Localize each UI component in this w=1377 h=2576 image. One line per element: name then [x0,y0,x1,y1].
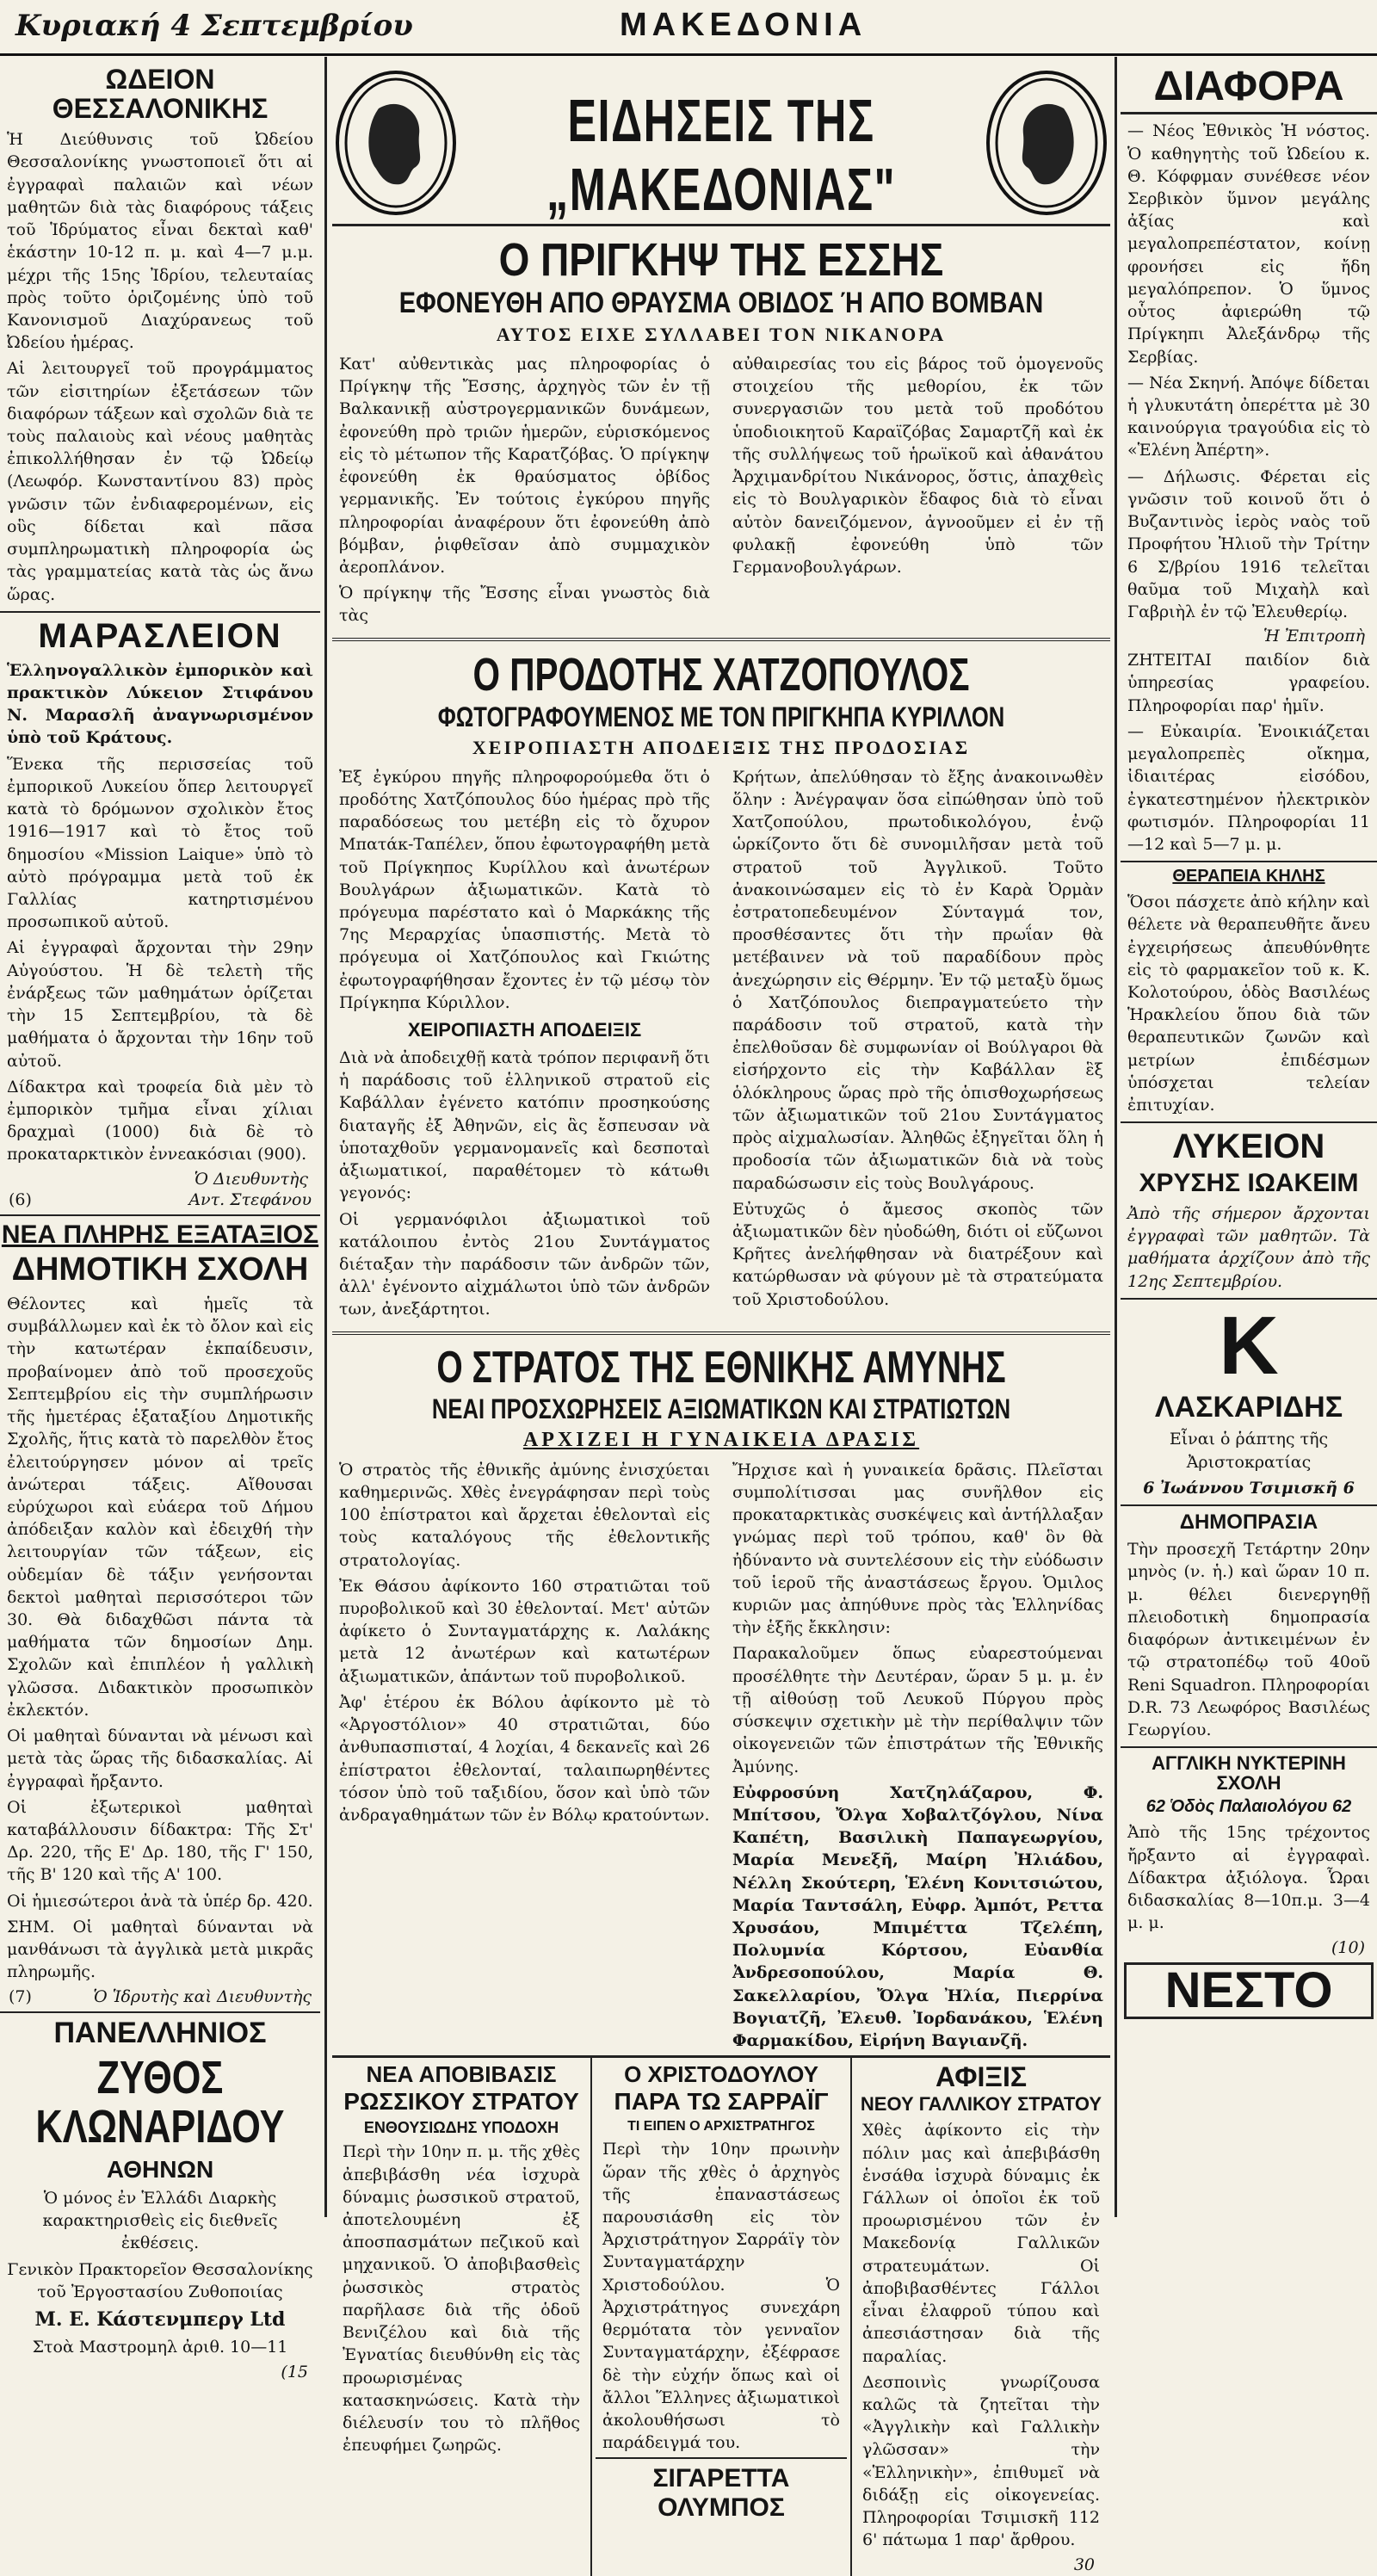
marasleion-text-1: Ἕνεκα τῆς περισσείας τοῦ ἐμπορικοῦ Λυκείου ὅπερ λειτουργεῖ κατὰ τὸ δρόμωνον σχολικὸν ἔτος 1916—1917 καὶ τὸ ἔτος τοῦ δημοσίου «Mission Laique» ὑπὸ τὸ αὐτὸ πρόγραμμα μετὰ τοῦ ἐκ Γαλλίας κατηρτισμένου προσωπικοῦ αὐτοῦ. [7,754,313,932]
paper-name: ΜΑΚΕΔΟΝΙΑ [620,7,868,43]
story3-text-3: Ἀφ' ἑτέρου ἐκ Βόλου ἀφίκοντο μὲ τὸ «Ἀργοστόλιον» 40 στρατιῶται, δύο ἀνθυπασπισταί, 4 λοχίαι, 4 δεκανεῖς καὶ 26 ἐπίστρατοι ἐθελονταί, ταλαιπωρηθέντες τόσον ὑπὸ τοῦ ταξιδίου, ὅσον καὶ ὑπὸ τῶν ἀνδραγαθημάτων τῶν ἐν Βόλῳ κρατούντων. [339,1692,710,1825]
divider [1121,1121,1377,1123]
ad-number: (15 [281,2362,308,2381]
story2-text-5: Εὐτυχῶς ὁ ἄμεσος σκοπὸς τῶν ἀξιωματικῶν δὲν ηὐοδώθη, διότι οἱ εὔζωνοι Κρῆτες ἀνελήφθησαν νὰ διατρέξουν καὶ κατώρθωσαν νὰ φύγουν μὲ τὰ στρατεύματα τοῦ Χριστοδούλου. [732,1199,1103,1309]
story2-text-2: Διὰ νὰ ἀποδειχθῇ κατὰ τρόπον περιφανῆ ὅτι ἡ παράδοσις τοῦ ἑλληνικοῦ στρατοῦ εἰς Καβάλλαν ἐγένετο κατόπιν προσηκούσης διαταγῆς ἐξ Ἀθηνῶν, εἰς ἃς ἔσπευσαν νὰ ὑποταχθοῦν γερμανομανεῖς καὶ δεσποταὶ ἀξιωματικοί, παραθέτομεν τὸ κάτωθι γεγονός: [339,1048,710,1203]
story3-text-4: Ἤρχισε καὶ ἡ γυναικεία δρᾶσις. Πλεῖσται συμπολίτισσαι μας συνῆλθον εἰς προκαταρκτικὰς συσκέψεις καὶ ἀντήλλαξαν γνώμας περὶ τοῦ τρόπου, καθ' ὃν θὰ ἠδύναντο νὰ συντελέσουν εἰς τὴν εὐόδωσιν τοῦ ἱεροῦ τῆς ἀναστάσεως ἔργου. Ὁμιλος κυριῶν μας ἀπηύθυνε πρὸς τὰς Ἑλληνίδας τὴν ἑξῆς ἔκκλησιν: [732,1460,1103,1638]
story1-text-3: αὐθαιρεσίας του εἰς βάρος τοῦ ὁμογενοῦς στοιχείου τῆς μεθορίου, ἐκ τῶν συνεργασιῶν του μετὰ τοῦ προδότου ὑποδιοικητοῦ Καραϊζόβας Σαμαρτζῆ καὶ ἐκ τῆς συλλήψεως τοῦ ἡρωϊκοῦ καὶ ἀθανάτου Ἀρχιμανδρίτου Νικάνορος, ὅστις, ἀπαχθεὶς εἰς τὸ Βουλγαρικὸν ἔδαφος διὰ τὸ εἶναι αὐτὸν δανειζόμενον, ἀγνοοῦμεν εἰ ἐν τῇ φυλακῇ ἐφονεύθη ὑπὸ τῶν Γερμανοβουλγάρων. [732,355,1103,577]
misc-title: ΔΙΑΦΟΡΑ [1121,65,1377,114]
story1-deck: ΑΥΤΟΣ ΕΙΧΕ ΣΥΛΛΑΒΕΙ ΤΟΝ ΝΙΚΑΝΟΡΑ [496,324,947,345]
lyceum-text: Ἀπὸ τῆς σήμερον ἄρχονται ἐγγραφαὶ τῶν μαθητῶν. Τὰ μαθήματα ἀρχίζουν ἀπὸ τῆς 12ης Σεπτεμβρίου. [1127,1203,1370,1291]
night-school-title: ΑΓΓΛΙΚΗ ΝΥΚΤΕΡΙΝΗ ΣΧΟΛΗ [1152,1752,1346,1795]
lyceum-title-1: ΛΥΚΕΙΟΝ [1172,1127,1325,1166]
marasleion-text-3: Δίδακτρα καὶ τροφεία διὰ μὲν τὸ ἐμπορικὸν τμῆμα εἶναι χίλιαι δραχμαὶ (1000) διὰ δὲ τὸ προκαταρκτικὸν ἐννεακόσιαι (900). [7,1077,313,1164]
section-banner [332,60,1110,226]
ad-number: (6) [9,1189,32,1209]
divider [1121,861,1377,862]
story2-headline: Ο ΠΡΟΔΟΤΗΣ ΧΑΤΖΟΠΟΥΛΟΣ [472,648,970,701]
auction-title: ΔΗΜΟΠΡΑΣΙΑ [1179,1510,1318,1535]
misc-text-2: — Νέα Σκηνή. Ἀπόψε δίδεται ἡ γλυκυτάτη ὀπερέττα μὲ 30 καινούργια τραγούδια εἰς τὸ «Ἑλένη Ἀπέρτη». [1127,373,1370,460]
beer-text-1: Ὁ μόνος ἐν Ἑλλάδι Διαρκὴς καρακτηρισθεὶς εἰς διεθνεῖς ἐκθέσεις. [42,2189,278,2253]
story3-subheadline: ΝΕΑΙ ΠΡΟΣΧΩΡΗΣΕΙΣ ΑΞΙΩΜΑΤΙΚΩΝ ΚΑΙ ΣΤΡΑΤΙΩΤΩΝ [431,1393,1011,1424]
story4-deck: ΕΝΘΟΥΣΙΩΔΗΣ ΥΠΟΔΟΧΗ [363,2119,559,2137]
story5-headline-2: ΠΑΡΑ ΤΩ ΣΑΡΡΑΪΓ [614,2088,829,2116]
odeion-title: ΩΔΕΙΟΝ ΘΕΣΣΑΛΟΝΙΚΗΣ [52,64,269,124]
column-divider [324,57,327,2217]
nestos-ad: ΝΕΣΤΟ [1124,1962,1374,2020]
story5-headline-1: Ο ΧΡΙΣΤΟΔΟΥΛΟΥ [624,2061,818,2088]
beer-address: Στοὰ Μαστρομηλ ἀριθ. 10—11 [32,2338,288,2357]
right-column [1121,60,1377,2212]
hernia-title: ΘΕΡΑΠΕΙΑ ΚΗΛΗΣ [1172,867,1325,886]
tailor-address: 6 Ἰωάννου Τσιμισκῆ 6 [1143,1478,1355,1498]
tailor-name: ΛΑΣΚΑΡΙΔΗΣ [1154,1390,1343,1424]
beer-title-3: ΑΘΗΝΩΝ [106,2155,214,2183]
hernia-text: Ὅσοι πάσχετε ἀπὸ κήλην καὶ θέλετε νὰ θεραπευθῆτε ἄνευ ἐγχειρήσεως ἀπευθύνθητε εἰς τὸ φαρμακεῖον τοῦ κ. Κ. Κολοτούρου, ὁδὸς Βασιλέως Ἡρακλείου ὅπου διὰ τῶν θεραπευτικῶν ζωνῶν καὶ μετρίων ἐπιδέσμων ὑπόσχεται τελείαν ἐπιτυχίαν. [1127,893,1370,1115]
night-school-address: 62 Ὁδὸς Παλαιολόγου 62 [1145,1797,1352,1817]
story1-subheadline: ΕΦΟΝΕΥΘΗ ΑΠΟ ΘΡΑΥΣΜΑ ΟΒΙΔΟΣ Ή ΑΠΟ ΒΟΜΒΑΝ [398,287,1044,319]
story5-deck: ΤΙ ΕΙΠΕΝ Ο ΑΡΧΙΣΤΡΑΤΗΓΟΣ [627,2119,815,2134]
bottom-stories [332,2055,1110,2575]
lyceum-title-2: ΧΡΥΣΗΣ ΙΩΑΚΕΙΜ [1139,1169,1359,1198]
story2-text-1: Ἐξ ἐγκύρου πηγῆς πληροφορούμεθα ὅτι ὁ προδότης Χατζόπουλος δύο ἡμέρας πρὸ τῆς παραδόσεως του μετέβη εἰς τὸ ὄχυρον Μπατάκ-Ταπέλεν, ὅπου ἐφωτογραφήθη μετὰ τοῦ Πρίγκηπος Κυρίλλου καὶ ἀνωτέρων Βουλγάρων ἀξιωματικῶν. Κατὰ τὸ πρόγευμα παρέστατο καὶ ὁ Μαρκάκης τῆς 7ης Μεραρχίας ὑπασπιστής. Μετὰ τὸ πρόγευμα οἱ Χατζόπουλος καὶ Γκιώτης ἐφωτογραφήθησαν ἔχοντες ἐν τῷ μέσῳ τὸν Πρίγκηπα Κύριλλον. [339,767,710,1012]
divider [332,638,1110,641]
school-title-2: ΔΗΜΟΤΙΚΗ ΣΧΟΛΗ [11,1251,309,1288]
school-title-1: ΝΕΑ ΠΛΗΡΗΣ ΕΞΑΤΑΞΙΟΣ [1,1220,319,1249]
story1-headline: Ο ΠΡΙΓΚΗΨ ΤΗΣ ΕΣΣΗΣ [498,234,944,286]
story2-subheadline: ΦΩΤΟΓΡΑΦΟΥΜΕΝΟΣ ΜΕ ΤΟΝ ΠΡΙΓΚΗΠΑ ΚΥΡΙΛΛΟΝ [437,701,1005,732]
tailor-text: Εἶναι ὁ ῥάπτης τῆς Ἀριστοκρατίας [1169,1430,1329,1472]
story1-text-1: Κατ' αὐθεντικὰς μας πληροφορίας ὁ Πρίγκηψ τῆς Ἔσσης, ἀρχηγὸς τῶν ἐν τῇ Βαλκανικῇ αὐστρογερμανικῶν δυνάμεων, ἐφονεύθη πρὸ τριῶν ἡμερῶν, εὑρισκόμενος εἰς τὸ μέτωπον τῆς Καρατζόβας. Ὁ πρίγκηψ ἐφονεύθη ἐκ θραύσματος ὀβίδος γερμανικῆς. Ἐν τούτοις ἐγκύρου πηγῆς πληροφορίαι ἀναφέρουν ὅτι ἐφονεύθη ἀπὸ βόμβαν, ῥιφθεῖσαν ἀπὸ συμμαχικὸν ἀεροπλάνον. [339,355,710,577]
misc-signature: Ἡ Ἐπιτροπὴ [1263,627,1365,646]
head-medallion-left [336,71,456,215]
story3-text-5: Παρακαλοῦμεν ὅπως εὐαρεστούμεναι προσέλθητε τὴν Δευτέραν, ὥραν 5 μ. μ. ἐν τῇ αἰθούσῃ τοῦ Λευκοῦ Πύργου πρὸς σύσκεψιν σχετικὴν μὲ τὴν περίθαλψιν τῶν οἰκογενειῶν τῶν ἐπιστράτων τῆς Ἐθνικῆς Ἀμύνης. [732,1644,1103,1776]
left-column [0,60,320,2381]
school-text-3: Οἱ ἐξωτερικοὶ μαθηταὶ καταβάλλουσιν δίδακτρα: Τῆς Στ' Δρ. 220, τῆς Ε' Δρ. 180, τῆς Γ' 150, τῆς Β' 120 καὶ τῆς Α' 100. [7,1797,313,1885]
night-school-text: Ἀπὸ τῆς 15ης τρέχοντος ἤρξαντο αἱ ἐγγραφαὶ. Δίδακτρα ἀξιόλογα. Ὧραι διδασκαλίας 8—10π.μ. 3—4 μ. μ. [1127,1823,1370,1933]
divider [0,611,320,613]
story1-text-2: Ὁ πρίγκηψ τῆς Ἔσσης εἶναι γνωστὸς διὰ τὰς [339,584,710,626]
issue-date: Κυριακή 4 Σεπτεμβρίου [15,9,413,43]
story3-headline: Ο ΣΤΡΑΤΟΣ ΤΗΣ ΕΘΝΙΚΗΣ ΑΜΥΝΗΣ [436,1342,1006,1393]
tailor-initial: Κ [1219,1299,1279,1392]
marasleion-signature-name: Αντ. Στεφάνου [188,1189,312,1209]
middle-column [332,60,1110,2574]
beer-text-2: Γενικὸν Πρακτορεῖον Θεσσαλονίκης τοῦ Ἐργοστασίου Ζυθοποιίας [7,2259,313,2301]
column-divider [1115,57,1117,2217]
marasleion-text-2: Αἱ ἐγγραφαὶ ἄρχονται τὴν 29ην Αὐγούστου. Ἡ δὲ τελετὴ τῆς ἐνάρξεως τῶν μαθημάτων ὁρίζεται τὴν 15 Σεπτεμβρίου, τὰ δὲ μαθήματα ὁ ἄρχονται τὴν 16ην τοῦ αὐτοῦ. [7,938,313,1071]
school-text-4: Οἱ ἡμιεσώτεροι ἀνὰ τὰ ὑπέρ δρ. 420. [7,1891,313,1911]
ad-number: (10) [1331,1937,1365,1957]
beer-title-2: ΖΥΘΟΣ ΚΛΩΝΑΡΙΔΟΥ [35,2052,285,2153]
marasleion-title: ΜΑΡΑΣΛΕΙΟΝ [38,616,282,655]
story6-headline-1: ΑΦΙΞΙΣ [935,2061,1028,2093]
odeion-text-2: Αἱ λειτουργεῖ τοῦ προγράμματος τῶν εἰσιτηρίων ἐξετάσεων τῶν διαφόρων τάξεων καὶ σχολῶν διὰ τε τοὺς παλαιοὺς καὶ νέους μαθητὰς ἐπικολλήθησαν ἐν τῷ Ὠδείῳ (Λεωφόρ. Κωνσταντίνου 83) πρὸς γνῶσιν τῶν ἐνδιαφερομένων, εἰς οὓς δίδεται καὶ πᾶσα συμπληρωματικὴ πληροφορία ὡς τὰς γραμματείας κατὰ τὰς ὡς ἄνω ὥρας. [7,359,313,604]
story2-text-3: Οἱ γερμανόφιλοι ἀξιωματικοὶ τοῦ κατάλοιπου ἐντὸς 21ου Συντάγματος διέταξαν τὴν παράδοσιν τῶν ἀνδρῶν τῶν, ἀλλ' ἐγένοντο αἰχμάλωτοι ὑπὸ τῶν ἀνδρῶν των, ἀνεξάρτητοι. [339,1209,710,1319]
school-text-5: ΣΗΜ. Οἱ μαθηταὶ δύνανται νὰ μανθάνωσι τὰ ἀγγλικὰ μετὰ μικρᾶς πληρωμῆς. [7,1917,313,1982]
story5-text: Περὶ τὴν 10ην πρωινὴν ὥραν τῆς χθὲς ὁ ἀρχηγὸς τῆς ἐπαναστάσεως παρουσιάσθη εἰς τὸν Ἀρχιστράτηγον Σαρράϊγ τὸν Συνταγματάρχην Χριστοδούλου. Ὁ Ἀρχιστράτηγος συνεχάρη θερμότατα τὸν γενναῖον Συνταγματάρχην, ἐξέφρασε δὲ τὴν εὐχήν ὅπως καὶ οἱ ἄλλοι Ἕλληνες ἀξιωματικοὶ ἀκολουθήσωσι τὸ παράδειγμά του. [602,2140,840,2453]
classified-text: Δεσποινὶς γνωρίζουσα καλῶς τὰ ζητεῖται τὴν «Ἀγγλικὴν καὶ Γαλλικὴν γλῶσσαν» τὴν «Ἑλληνικὴν», ἐπιθυμεῖ νὰ διδάξῃ εἰς οἰκογενείας. Πληροφορίαι Τσιμισκῆ 112 6' πάτωμα 1 παρ' ἄρθρου. [862,2372,1100,2550]
school-text-2: Οἱ μαθηταὶ δύνανται νὰ μένωσι καὶ μετὰ τὰς ὥρας τῆς διδασκαλίας. Αἱ ἐγγραφαὶ ἤρξαντο. [7,1727,313,1791]
head-medallion-right [986,71,1107,215]
cigarette-ad: ΣΙΓΑΡΕΤΤΑ ΟΛΥΜΠΟΣ [596,2457,847,2523]
story6-headline-2: ΝΕΟΥ ΓΑΛΛΙΚΟΥ ΣΤΡΑΤΟΥ [860,2093,1102,2116]
masthead [0,0,1377,56]
story3-deck: ΑΡΧΙΖΕΙ Η ΓΥΝΑΙΚΕΙΑ ΔΡΑΣΙΣ [522,1428,920,1451]
story4 [332,2058,590,2575]
beer-title-1: ΠΑΝΕΛΛΗΝΙΟΣ [53,2016,267,2049]
divider [0,1214,320,1216]
misc-text-4: ΖΗΤΕΙΤΑΙ παιδίον διὰ ὑπηρεσίας γραφείου. Πληροφορίαι παρ' ἡμῖν. [1127,651,1370,715]
story4-text: Περὶ τὴν 10ην π. μ. τῆς χθὲς ἀπεβιβάσθη νέα ἰσχυρὰ δύναμις ῥωσσικοῦ στρατοῦ, ἀποτελουμένη ἐξ ἀποσπασμάτων πεζικοῦ καὶ μηχανικοῦ. Ὁ ἀποβιβασθεὶς ῥωσσικὸς στρατὸς παρῆλασε διὰ τῆς ὁδοῦ Βενιζέλου καὶ διὰ τῆς Ἐγνατίας διευθύνθη εἰς τὰς προωρισμένας κατασκηνώσεις. Κατὰ τὴν διέλευσίν του τὸ πλῆθος ἐπευφήμει ζωηρῶς. [343,2142,580,2456]
story3-signatories: Εὐφροσύνη Χατζηλάζαρου, Φ. Μπίτσου, Ὄλγα Χοβαλτζόγλου, Νίνα Καπέτη, Βασιλικὴ Παπαγεωργίου, Μαρία Μενεξῆ, Μαίρη Ἠλιάδου, Νέλλη Σκούτερη, Ἑλένη Κονιτσιώτου, Μαρία Ταντσάλη, Εὐφρ. Ἀμπότ, Ρεττα Χρυσάου, Μπιμέττα Τζελέπη, Πολυμνία Κόρτσου, Εὐανθία Ἀνδρεσοπούλου, Μαρία Θ. Σακελλαρίου, Ὄλγα Ἠλία, Πιερρίνα Βογιατζῆ, Ἐλευθ. Ἰορδανάκου, Ἑλένη Φαρμακίδου, Εἰρήνη Βαγιανζῆ. [732,1782,1103,2051]
story3-text-2: Ἐκ Θάσου ἀφίκοντο 160 στρατιῶται τοῦ πυροβολικοῦ καὶ 30 ἐθελονταί. Μετ' αὐτῶν ἀφίκετο ὁ Συνταγματάρχης κ. Λαλάκης μετὰ 12 ἀνωτέρων καὶ κατωτέρων ἀξιωματικῶν, ἁπάντων τοῦ πυροβολικοῦ. [339,1576,710,1686]
misc-text-5: — Εὐκαιρία. Ἐνοικιάζεται μεγαλοπρεπὲς οἴκημα, ἰδιαιτέρας εἰσόδου, ἐγκατεστημένον ἠλεκτρικὸν φωτισμόν. Πληροφορίαι 11—12 καὶ 5—7 μ. μ. [1127,721,1370,854]
divider [0,2011,320,2013]
ad-number: 30 [1073,2554,1095,2574]
auction-text: Τὴν προσεχῆ Τετάρτην 20ην μηνὸς (ν. ἡ.) καὶ ὥραν 10 π. μ. θέλει διενεργηθῇ πλειοδοτικὴ δημοπρασία διαφόρων ἀντικειμένων ἐν τῷ στρατοπέδῳ τοῦ 40οῦ Reni Squadron. Πληροφορίαι D.R. 73 Λεωφόρος Βασιλέως Γεωργίου. [1127,1540,1370,1740]
beer-agent: Μ. Ε. Κάστενμπεργ Ltd [34,2308,286,2332]
story4-headline-2: ΡΩΣΣΙΚΟΥ ΣΤΡΑΤΟΥ [343,2088,579,2116]
odeion-text-1: Ἡ Διεύθυνσις τοῦ Ὠδείου Θεσσαλονίκης γνωστοποιεῖ ὅτι αἱ ἐγγραφαὶ παλαιῶν καὶ νέων μαθητῶν διὰ τὰς διαφόρους τάξεις τοῦ Ἱδρύματος εἶναι δεκταὶ καθ' ἑκάστην 10-12 π. μ. καὶ 4—7 μ.μ. μέχρι τῆς 15ης Ἰδρίου, τελευταίας πρὸς τοῦτο ὁριζομένης ὑπὸ τοῦ Κανονισμοῦ Διαχύρανεως τοῦ Ὠδείου ἡμέρας. [7,130,313,353]
story3-text-1: Ὁ στρατὸς τῆς ἐθνικῆς ἀμύνης ἐνισχύεται καθημερινῶς. Χθὲς ἐνεγράφησαν περὶ τοὺς 100 ἐπίστρατοι καὶ ἄρχεται ἐθελονταὶ εἰς τοὺς καταλόγους τῆς ἐθελοντικῆς στρατολογίας. [339,1460,710,1570]
divider [332,1331,1110,1335]
divider [1121,1504,1377,1506]
story2-inline-head: ΧΕΙΡΟΠΙΑΣΤΗ ΑΠΟΔΕΙΞΙΣ [407,1019,642,1041]
misc-text-1: — Νέος Ἐθνικὸς Ἡ νόστος. Ὁ καθηγητὴς τοῦ Ὠδείου κ. Θ. Κόφφμαν συνέθεσε νέον Σερβικὸν ὕμνον μεγάλης ἀξίας καὶ μεγαλοπρεπέστατον, κοίνῃ φρονήσει εἰς ἤδη μεγαλόπρεπον. Ὁ ὕμνος οὗτος ἀφιερώθη τῷ Πρίγκηπι Ἀλεξάνδρῳ τῆς Σερβίας. [1127,121,1370,367]
divider [1121,1746,1377,1748]
story5 [590,2058,850,2575]
ad-number: (7) [9,1986,32,2006]
story4-headline-1: ΝΕΑ ΑΠΟΒΙΒΑΣΙΣ [366,2061,557,2088]
marasleion-signature-role: Ὁ Διευθυντὴς [194,1169,308,1189]
story6-text: Χθὲς ἀφίκοντο εἰς τὴν πόλιν μας καὶ ἀπεβιβάσθη ἑνσάθα ἰσχυρὰ δύναμις ἐκ Γάλλων οἱ ὁποῖοι ἐκ τοῦ προωρισμένου τῶν ἐν Μακεδονίᾳ Γαλλικῶν στρατευμάτων. Οἱ ἀποβιβασθέντες Γάλλοι εἶναι ἐλαφροῦ τύπου καὶ ἀπεσιάστησαν διὰ τῆς παραλίας. [862,2121,1100,2366]
story2-deck: ΧΕΙΡΟΠΙΑΣΤΗ ΑΠΟΔΕΙΞΙΣ ΤΗΣ ΠΡΟΔΟΣΙΑΣ [472,736,971,758]
banner-title: ΕΙΔΗΣΕΙΣ ΤΗΣ „ΜΑΚΕΔΟΝΙΑΣ" [546,87,896,223]
story2-text-4: Κρήτων, ἀπελύθησαν τὸ ἔξης ἀνακοινωθὲν ὅλην : Ἀνέγραψαν ὅσα εἰπώθησαν ὑπὸ τοῦ Χατζοπούλου, πρωτοδικολόγου, ἐνῷ ὡρκίζοντο ὅτι δὲ συνομιλῆσαν μετὰ τοῦ στρατοῦ τοῦ Ἀγγλικοῦ. Τοῦτο ἀνακοινώσαμεν εἰς τὸ ἐν Καρὰ Ὀρμὰν ἐστρατοπεδευμένον Σύνταγμά τον, προσθέσαντες ὅτι τὴν πρωΐαν θὰ μετέβαινεν νὰ τοῦ παραδίδουν πρὸς ἀνεχώρησιν εἰς Θέρμην. Ἐν τῷ μεταξὺ ὅμως ὁ Χατζόπουλος διεπραγματεύετο τὴν παράδοσιν τοῦ στρατοῦ, κατὰ τὴν ἐπελθοῦσαν δὲ συμφωνίαν οἱ Βούλγαροι θὰ εἰσήρχοντο εἰς τὴν Καβάλλαν ἓξ ὁλόκληρους ὥρας πρὸ τῆς ὁπισθοχωρήσεως τῶν ἀξιωματικῶν τοῦ 21ου Συντάγματος πρὸς αἰχμαλωσίαν. Ἀληθῶς ἐξηγεῖται ὅλη ἡ προδοσία τῶν ἀξιωματικῶν διὰ νὰ τοὺς παραδώσωσιν εἰς τοὺς Βουλγάρους. [732,767,1103,1193]
school-signature: Ὁ Ἱδρυτὴς καὶ Διευθυντὴς [93,1986,312,2006]
marasleion-subtitle: Ἑλληνογαλλικὸν ἐμπορικὸν καὶ πρακτικὸν Λύκειον Στιφάνου Ν. Μαρασλῆ ἀναγνωρισμένον ὑπὸ τοῦ Κράτους. [7,660,313,748]
story6 [850,2058,1110,2575]
misc-text-3: — Δήλωσις. Φέρεται εἰς γνῶσιν τοῦ κοινοῦ ὅτι ὁ Βυζαντινὸς ἱερὸς ναὸς τοῦ Προφήτου Ἠλιοῦ τὴν Τρίτην 6 Σ/βρίου 1916 τελεῖται θαῦμα τοῦ Μιχαὴλ καὶ Γαβριὴλ ἐν τῷ Ἐλευθερίῳ. [1127,466,1370,621]
school-text-1: Θέλοντες καὶ ἡμεῖς τὰ συμβάλλωμεν καὶ ἐκ τὸ ὄλον καὶ εἰς τὴν κατωτέραν ἐκπαίδευσιν, προβαίνομεν ἀπὸ τοῦ προσεχοῦς Σεπτεμβρίου εἰς τὴν συμπλήρωσιν τῆς ἡμετέρας ἑξαταξίου Δημοτικῆς Σχολῆς, ἥτις κατὰ τὸ παρελθὸν ἔτος ἐλειτούργησεν μόνον αἱ τρεῖς ἀνώτεραι τάξεις. Αἴθουσαι εὐρύχωροι καὶ εὐάερα τοῦ Δήμου ἀπόδειξαν καλὸν καὶ ἐδειχθή τὴν λειτουργίαν τῶν τάξεων, εἰς οὐδεμίαν δὲ τάξιν γενήσονται δεκτοὶ μαθηταὶ περισσότεροι τῶν 30. Θὰ διδαχθῶσι πάντα τὰ μαθήματα τῶν δημοσίων Δημ. Σχολῶν καὶ ἐπιπλέον ἡ γαλλικὴ γλῶσσα. Διδακτικὸν προσωπικὸν ἐκλεκτόν. [7,1294,313,1720]
